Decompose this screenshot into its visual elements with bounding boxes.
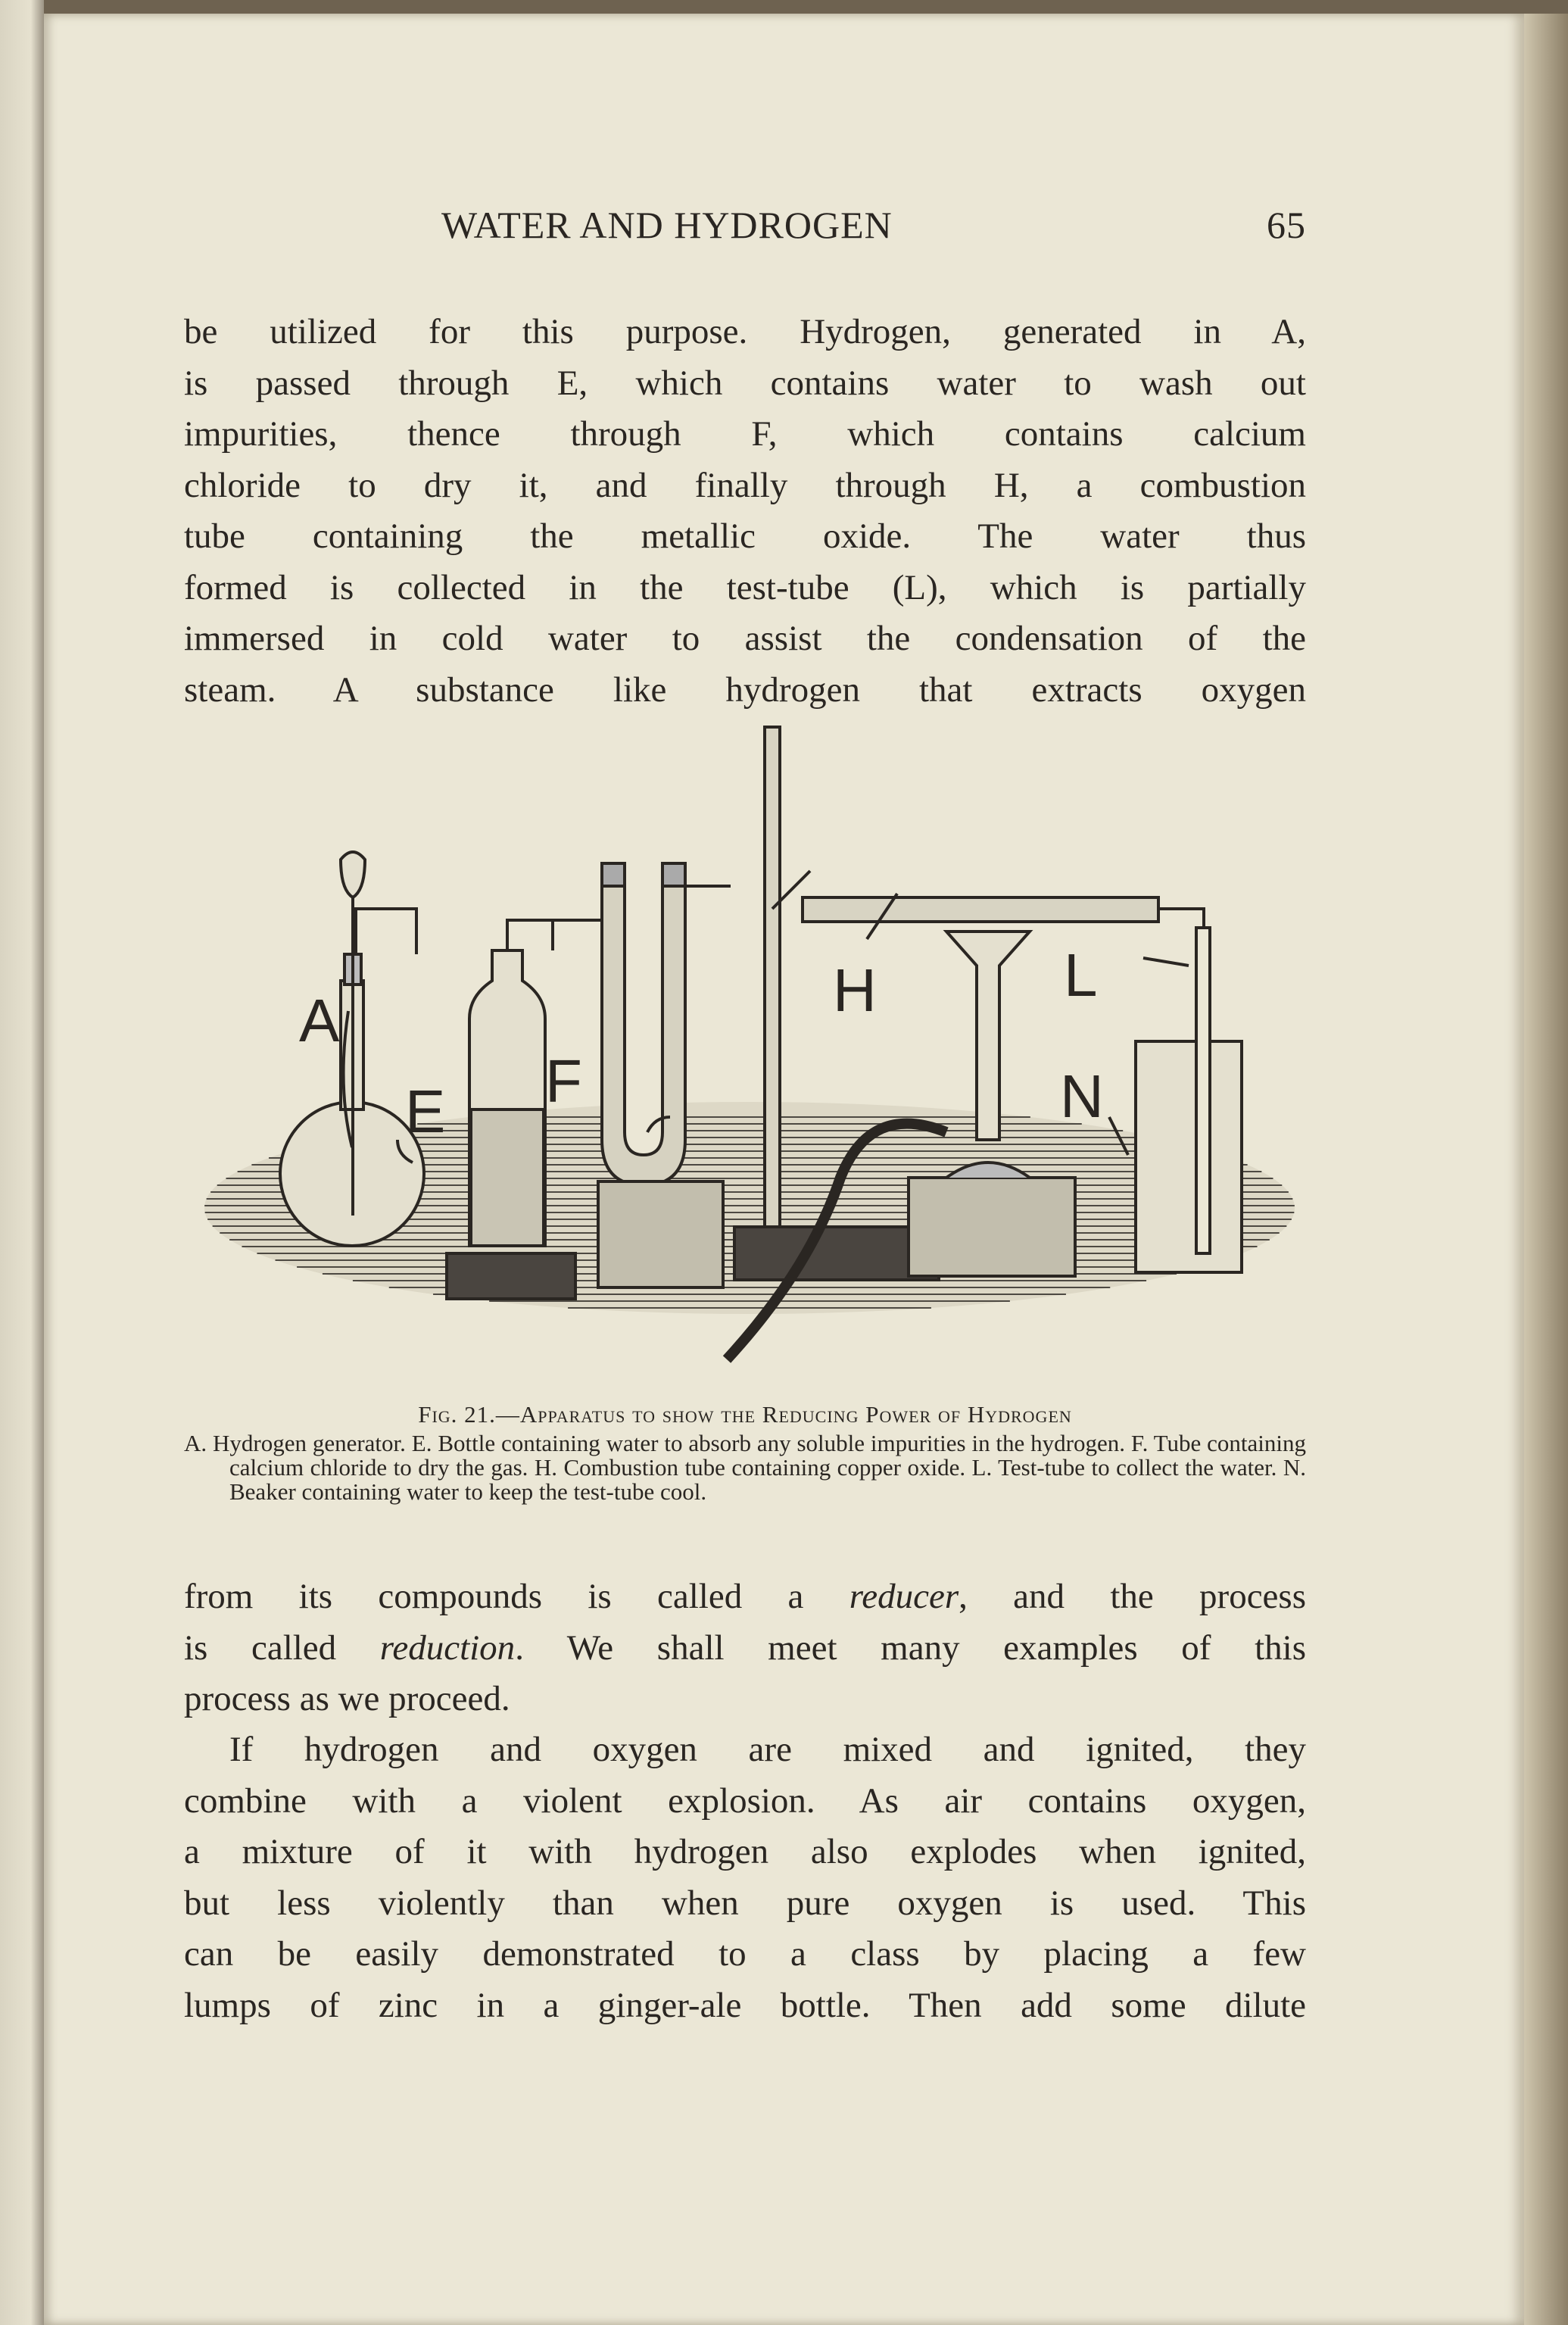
label-n: N [1060,1063,1104,1130]
text-line: is called reduction. We shall meet many examples of this [184,1628,1306,1668]
text-line: impurities, thence through F, which contains calcium [184,414,1306,454]
figure-caption [184,1403,1306,1504]
text-line: from its compounds is called a reducer, and the process [184,1577,1306,1616]
text-line: but less violently than when pure oxygen is used. This [184,1883,1306,1923]
term-reducer: reducer [849,1577,959,1616]
text-line: immersed in cold water to assist the condensation of the [184,619,1306,658]
label-l: L [1064,941,1098,1009]
text-line: process as we proceed. [184,1679,510,1718]
paragraph-top [184,307,1306,716]
term-reduction: reduction [379,1628,516,1668]
text-line: is passed through E, which contains water to wash out [184,363,1306,403]
combustion-tube-h [803,897,1158,922]
label-e: E [405,1078,446,1145]
page-number: 65 [1267,204,1306,246]
page-edge-right [1524,14,1568,2325]
text-line: tube containing the metallic oxide. The water thus [184,516,1306,556]
thistle-funnel [341,852,365,897]
text-line: chloride to dry it, and finally through H, a combustion [184,465,1306,505]
label-a: A [299,987,340,1054]
beaker-n [1136,1041,1242,1272]
paragraph-middle [184,1571,1306,1725]
caption-title: Fig. 21.—Apparatus to show the Reducing Power of Hydrogen [418,1401,1072,1428]
text-line: steam. A substance like hydrogen that extracts oxygen [184,669,1306,710]
text-line: If hydrogen and oxygen are mixed and ignited, they [229,1730,1306,1769]
burner [946,932,1030,1140]
ring-stand [765,727,780,1227]
test-tube-l [1196,928,1210,1253]
text-line: be utilized for this purpose. Hydrogen, generated in A, [184,312,1306,351]
paragraph-bottom [184,1724,1306,2031]
text-line: a mixture of it with hydrogen also explodes when ignited, [184,1832,1306,1871]
caption-body: A. Hydrogen generator. E. Bottle containing water to absorb any soluble impurities in the hydrogen. F. Tube containing calcium chloride to dry the gas. H. Combustion tube containing copper oxide. L. Test-tube to collect the water. N. Beaker containing water to keep the test-tube cool. [184,1430,1306,1505]
apparatus-illustration [189,723,1302,1390]
label-f: F [545,1047,582,1115]
text-line: combine with a violent explosion. As air contains oxygen, [184,1780,1306,1821]
running-header [184,203,1306,256]
chapter-title: WATER AND HYDROGEN [441,204,893,246]
text-line: lumps of zinc in a ginger-ale bottle. Then add some dilute [184,1985,1306,2025]
text-line: can be easily demonstrated to a class by placing a few [184,1934,1306,1974]
text-line: formed is collected in the test-tube (L), which is partially [184,567,1306,607]
facing-page-edge [0,0,44,2325]
label-h: H [833,957,877,1024]
